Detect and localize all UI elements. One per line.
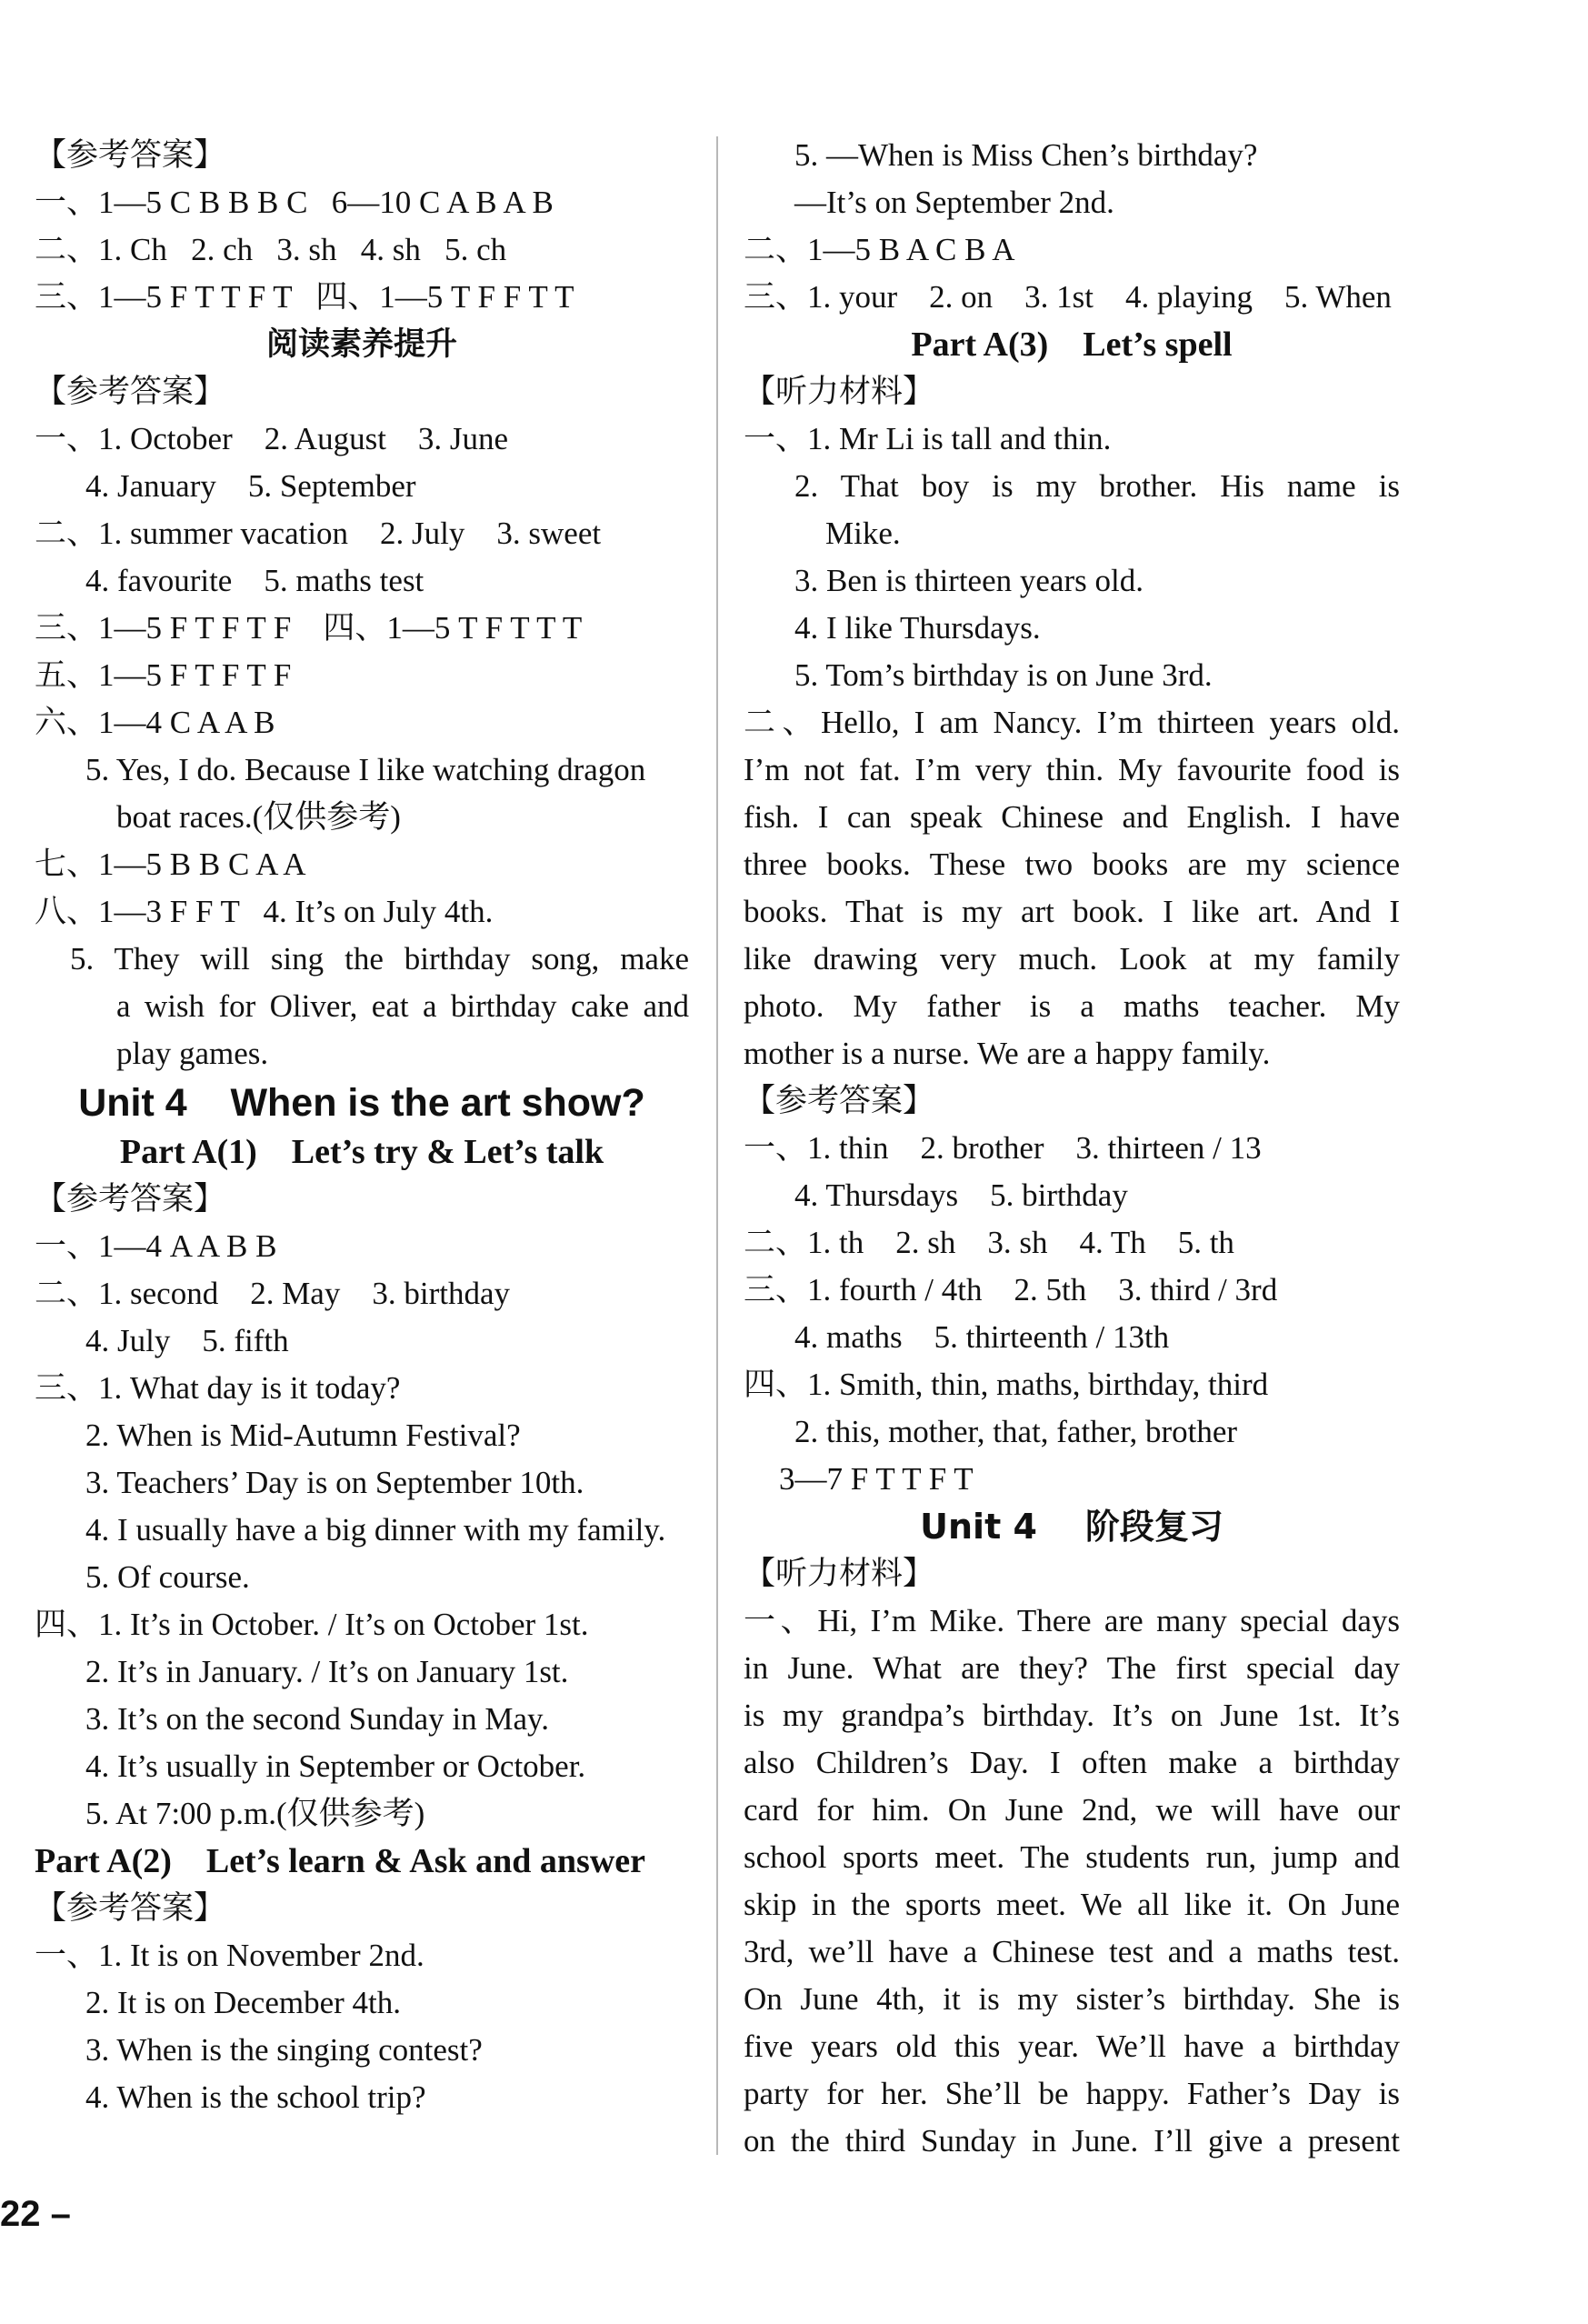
answer-line: 4. Thursdays 5. birthday <box>794 1177 1128 1213</box>
answer-line: 5. Yes, I do. Because I like watching dragon <box>85 752 646 787</box>
listening-line: is my grandpa’s birthday. It’s on June 1st. It’s <box>744 1698 1400 1733</box>
answer-line: 3. Teachers’ Day is on September 10th. <box>85 1465 584 1500</box>
listening-line: Mike. <box>825 516 901 551</box>
answer-line: 一、1. thin 2. brother 3. thirteen / 13 <box>744 1130 1262 1166</box>
page-number: 22 – <box>0 2194 71 2234</box>
answer-line: play games. <box>116 1036 269 1071</box>
answer-line: 四、1. It’s in October. / It’s on October 1st. <box>35 1607 589 1642</box>
answer-line: 一、1. October 2. August 3. June <box>35 421 509 456</box>
answer-line: 三、1—5 F T F T F 四、1—5 T F T T T <box>35 610 583 646</box>
answer-line: 一、1—5 C B B B C 6—10 C A B A B <box>35 185 554 220</box>
answer-line: 八、1—3 F F T 4. It’s on July 4th. <box>35 894 494 929</box>
part-heading: Part A(3) Let’s spell <box>911 326 1233 364</box>
answer-line: 3. When is the singing contest? <box>85 2032 483 2068</box>
listening-line: books. That is my art book. I like art. And I <box>744 894 1400 929</box>
part-heading: Part A(2) Let’s learn & Ask and answer <box>35 1842 645 1880</box>
listening-line: mother is a nurse. We are a happy family. <box>744 1036 1271 1071</box>
answer-line: 三、1—5 F T T F T 四、1—5 T F F T T <box>35 279 574 315</box>
answer-line: 3—7 F T T F T <box>779 1461 974 1497</box>
listening-line: 一、1. Mr Li is tall and thin. <box>744 421 1112 456</box>
answer-line: 一、1—4 A A B B <box>35 1228 277 1264</box>
answer-line: 4. It’s usually in September or October. <box>85 1748 586 1784</box>
answer-line: 4. I usually have a big dinner with my family. <box>85 1512 666 1548</box>
listening-line: 一、Hi, I’m Mike. There are many special days <box>744 1603 1400 1638</box>
answer-line: 五、1—5 F T F T F <box>35 657 292 693</box>
answer-line: 2. It’s in January. / It’s on January 1st. <box>85 1654 569 1689</box>
part-heading: Part A(1) Let’s try & Let’s talk <box>119 1133 604 1171</box>
answer-line: 2. It is on December 4th. <box>85 1985 401 2020</box>
answer-line: —It’s on September 2nd. <box>794 185 1114 220</box>
answer-line: 七、1—5 B B C A A <box>35 846 306 882</box>
answer-line: 5. They will sing the birthday song, make <box>70 941 689 977</box>
listening-line: on the third Sunday in June. I’ll give a present <box>744 2123 1400 2159</box>
section-heading: 阅读素养提升 <box>265 326 457 363</box>
answer-line: 4. favourite 5. maths test <box>85 563 424 598</box>
listening-line: 3. Ben is thirteen years old. <box>794 563 1144 598</box>
listening-line: I’m not fat. I’m very thin. My favourite food is <box>744 752 1400 787</box>
listening-line: also Children’s Day. I often make a birthday <box>744 1745 1400 1780</box>
listening-line: 5. Tom’s birthday is on June 3rd. <box>794 657 1213 693</box>
answer-line: boat races.(仅供参考) <box>116 799 401 835</box>
answer-line: 六、1—4 C A A B <box>35 705 275 740</box>
listening-label: 【听力材料】 <box>744 1556 935 1592</box>
listening-line: photo. My father is a maths teacher. My <box>744 988 1400 1024</box>
listening-line: 二、Hello, I am Nancy. I’m thirteen years old. <box>744 705 1400 740</box>
answer-line: 5. At 7:00 p.m.(仅供参考) <box>85 1796 425 1831</box>
listening-line: three books. These two books are my science <box>744 846 1400 882</box>
answer-line: 4. January 5. September <box>85 468 416 504</box>
answer-line: 4. July 5. fifth <box>85 1323 289 1358</box>
section-heading: Unit 4 阶段复习 <box>920 1507 1223 1547</box>
answer-line: 2. When is Mid-Autumn Festival? <box>85 1417 521 1453</box>
listening-line: 3rd, we’ll have a Chinese test and a maths test. <box>744 1934 1400 1969</box>
answer-line: 四、1. Smith, thin, maths, birthday, third <box>744 1367 1269 1402</box>
answer-line: 三、1. fourth / 4th 2. 5th 3. third / 3rd <box>744 1272 1278 1307</box>
unit-title: Unit 4 When is the art show? <box>78 1081 645 1125</box>
listening-line: five years old this year. We’ll have a birthday <box>744 2028 1400 2064</box>
listening-line: On June 4th, it is my sister’s birthday. She is <box>744 1981 1400 2017</box>
listening-line: card for him. On June 2nd, we will have our <box>744 1792 1400 1828</box>
listening-line: 2. That boy is my brother. His name is <box>794 468 1400 504</box>
answer-line: 4. When is the school trip? <box>85 2079 426 2115</box>
column-divider <box>716 136 718 2155</box>
listening-line: fish. I can speak Chinese and English. I have <box>744 799 1400 835</box>
listening-line: like drawing very much. Look at my family <box>744 941 1400 977</box>
listening-label: 【听力材料】 <box>744 374 935 410</box>
answer-line: 三、1. What day is it today? <box>35 1370 401 1406</box>
right-column <box>744 132 1400 2165</box>
answer-key-label: 【参考答案】 <box>35 137 226 174</box>
answer-key-label: 【参考答案】 <box>35 374 226 410</box>
listening-line: skip in the sports meet. We all like it. On June <box>744 1887 1400 1922</box>
answer-line: 5. —When is Miss Chen’s birthday? <box>794 137 1258 173</box>
answer-key-label: 【参考答案】 <box>35 1890 226 1927</box>
answer-line: 三、1. your 2. on 3. 1st 4. playing 5. When <box>744 279 1392 315</box>
answer-line: 一、1. It is on November 2nd. <box>35 1938 424 1973</box>
listening-line: 4. I like Thursdays. <box>794 610 1041 646</box>
listening-line: in June. What are they? The first special day <box>744 1650 1400 1686</box>
answer-line: 二、1. summer vacation 2. July 3. sweet <box>35 516 602 551</box>
answer-line: 二、1. th 2. sh 3. sh 4. Th 5. th <box>744 1225 1234 1260</box>
listening-line: party for her. She’ll be happy. Father’s Day is <box>744 2076 1400 2111</box>
answer-line: 二、1. Ch 2. ch 3. sh 4. sh 5. ch <box>35 232 507 267</box>
listening-line: school sports meet. The students run, jump and <box>744 1839 1400 1875</box>
left-column <box>35 132 689 2121</box>
answer-line: 2. this, mother, that, father, brother <box>794 1414 1238 1449</box>
answer-line: 3. It’s on the second Sunday in May. <box>85 1701 550 1737</box>
answer-line: a wish for Oliver, eat a birthday cake and <box>116 988 689 1024</box>
answer-key-label: 【参考答案】 <box>744 1083 935 1119</box>
answer-line: 二、1—5 B A C B A <box>744 232 1015 267</box>
answer-line: 二、1. second 2. May 3. birthday <box>35 1276 510 1311</box>
answer-line: 5. Of course. <box>85 1559 250 1595</box>
answer-key-label: 【参考答案】 <box>35 1181 226 1217</box>
answer-line: 4. maths 5. thirteenth / 13th <box>794 1319 1170 1355</box>
